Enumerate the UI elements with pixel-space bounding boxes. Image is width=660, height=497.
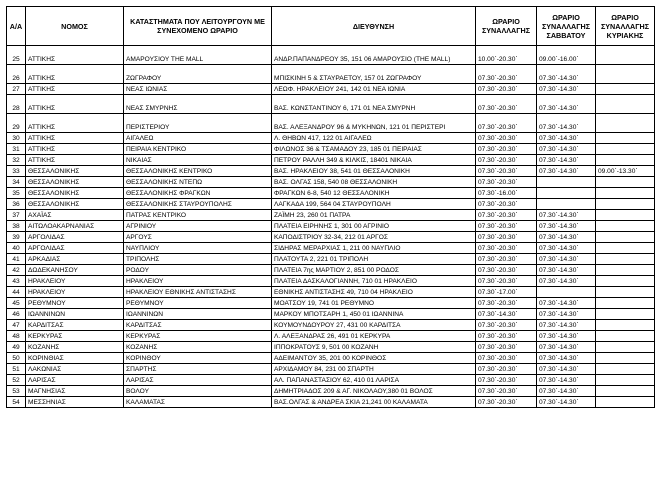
saturday-hours-cell: 07.30΄-14.30΄ — [537, 298, 596, 309]
row-number: 26 — [7, 65, 26, 84]
store-name-cell: ΠΕΙΡΑΙΑ ΚΕΝΤΡΙΚΟ — [124, 144, 272, 155]
table-row — [7, 199, 655, 210]
table-row — [7, 386, 655, 397]
weekday-hours-cell: 07.30΄-17.00΄ — [476, 287, 537, 298]
store-name-cell: ΠΕΡΙΣΤΕΡΙΟΥ — [124, 114, 272, 133]
store-name-cell: ΘΕΣΣΑΛΟΝΙΚΗΣ ΣΤΑΥΡΟΥΠΟΛΗΣ — [124, 199, 272, 210]
table-row — [7, 320, 655, 331]
saturday-hours-cell: 09.00΄-16.00΄ — [537, 46, 596, 65]
address-cell: ΦΡΑΓΚΩΝ 6-8, 540 12 ΘΕΣΣΑΛΟΝΙΚΗ — [272, 188, 476, 199]
saturday-hours-cell: 07.30΄-14.30΄ — [537, 320, 596, 331]
row-number: 35 — [7, 188, 26, 199]
store-name-cell: ΘΕΣΣΑΛΟΝΙΚΗΣ ΝΤΕΠΩ — [124, 177, 272, 188]
store-name-cell: ΚΑΛΑΜΑΤΑΣ — [124, 397, 272, 408]
saturday-hours-cell: 07.30΄-14.30΄ — [537, 254, 596, 265]
table-row — [7, 95, 655, 114]
address-cell: ΑΛ. ΠΑΠΑΝΑΣΤΑΣΙΟΥ 62, 410 01 ΛΑΡΙΣΑ — [272, 375, 476, 386]
table-body — [7, 46, 655, 408]
table-row — [7, 309, 655, 320]
address-cell: ΦΙΛΩΝΟΣ 36 & ΤΣΑΜΑΔΟΥ 23, 185 01 ΠΕΙΡΑΙΑΣ — [272, 144, 476, 155]
address-cell: ΕΘΝΙΚΗΣ ΑΝΤΙΣΤΑΣΗΣ 49, 710 04 ΗΡΑΚΛΕΙΟ — [272, 287, 476, 298]
row-number: 52 — [7, 375, 26, 386]
address-cell: ΜΑΡΚΟΥ ΜΠΟΤΣΑΡΗ 1, 450 01 ΙΩΑΝΝΙΝΑ — [272, 309, 476, 320]
prefecture-cell: ΑΡΓΟΛΙΔΑΣ — [26, 232, 124, 243]
header-address: ΔΙΕΥΘΥΝΣΗ — [272, 7, 476, 46]
sunday-hours-cell — [596, 276, 655, 287]
address-cell: ΛΑΓΚΑΔΑ 199, 564 04 ΣΤΑΥΡΟΥΠΟΛΗ — [272, 199, 476, 210]
saturday-hours-cell — [537, 177, 596, 188]
prefecture-cell: ΚΕΡΚΥΡΑΣ — [26, 331, 124, 342]
store-name-cell: ΘΕΣΣΑΛΟΝΙΚΗΣ ΦΡΑΓΚΩΝ — [124, 188, 272, 199]
row-number: 54 — [7, 397, 26, 408]
table-row — [7, 84, 655, 95]
store-name-cell: ΑΡΓΟΥΣ — [124, 232, 272, 243]
weekday-hours-cell: 07.30΄-20.30΄ — [476, 397, 537, 408]
weekday-hours-cell: 07.30΄-20.30΄ — [476, 199, 537, 210]
row-number: 30 — [7, 133, 26, 144]
table-row — [7, 166, 655, 177]
row-number: 48 — [7, 331, 26, 342]
store-name-cell: ΖΩΓΡΑΦΟΥ — [124, 65, 272, 84]
table-row — [7, 254, 655, 265]
saturday-hours-cell: 07.30΄-14.30΄ — [537, 144, 596, 155]
sunday-hours-cell — [596, 144, 655, 155]
address-cell: ΒΑΣ.ΟΛΓΑΣ & ΑΝΔΡΕΑ ΣΚΙΑ 21,241 00 ΚΑΛΑΜΑΤΑ — [272, 397, 476, 408]
store-name-cell: ΚΕΡΚΥΡΑΣ — [124, 331, 272, 342]
weekday-hours-cell: 07.30΄-20.30΄ — [476, 65, 537, 84]
prefecture-cell: ΑΡΓΟΛΙΔΑΣ — [26, 243, 124, 254]
prefecture-cell: ΑΤΤΙΚΗΣ — [26, 155, 124, 166]
sunday-hours-cell — [596, 210, 655, 221]
store-name-cell: ΚΑΡΔΙΤΣΑΣ — [124, 320, 272, 331]
table-row — [7, 287, 655, 298]
prefecture-cell: ΡΕΘΥΜΝΟΥ — [26, 298, 124, 309]
header-sunday-hours: ΩΡΑΡΙΟ ΣΥΝΑΛΛΑΓΗΣ ΚΥΡΙΑΚΗΣ — [596, 7, 655, 46]
row-number: 25 — [7, 46, 26, 65]
saturday-hours-cell: 07.30΄-14.30΄ — [537, 243, 596, 254]
row-number: 38 — [7, 221, 26, 232]
saturday-hours-cell — [537, 188, 596, 199]
table-header — [7, 7, 655, 46]
store-name-cell: ΝΑΥΠΛΙΟΥ — [124, 243, 272, 254]
saturday-hours-cell: 07.30΄-14.30΄ — [537, 276, 596, 287]
row-number: 51 — [7, 364, 26, 375]
row-number: 28 — [7, 95, 26, 114]
address-cell: ΠΛΑΤΕΙΑ 7ης ΜΑΡΤΙΟΥ 2, 851 00 ΡΟΔΟΣ — [272, 265, 476, 276]
weekday-hours-cell: 07.30΄-14.30΄ — [476, 309, 537, 320]
row-number: 47 — [7, 320, 26, 331]
store-name-cell: ΒΟΛΟΥ — [124, 386, 272, 397]
store-name-cell: ΗΡΑΚΛΕΙΟΥ — [124, 276, 272, 287]
weekday-hours-cell: 07.30΄-20.30΄ — [476, 276, 537, 287]
prefecture-cell: ΚΟΖΑΝΗΣ — [26, 342, 124, 353]
sunday-hours-cell — [596, 84, 655, 95]
header-nomos: ΝΟΜΟΣ — [26, 7, 124, 46]
row-number: 49 — [7, 342, 26, 353]
table-row — [7, 353, 655, 364]
weekday-hours-cell: 07.30΄-20.30΄ — [476, 386, 537, 397]
address-cell: ΒΑΣ. ΗΡΑΚΛΕΙΟΥ 38, 541 01 ΘΕΣΣΑΛΟΝΙΚΗ — [272, 166, 476, 177]
table-row — [7, 331, 655, 342]
address-cell: ΑΔΕΙΜΑΝΤΟΥ 35, 201 00 ΚΟΡΙΝΘΟΣ — [272, 353, 476, 364]
row-number: 27 — [7, 84, 26, 95]
store-name-cell: ΙΩΑΝΝΙΝΩΝ — [124, 309, 272, 320]
header-store: ΚΑΤΑΣΤΗΜΑΤΑ ΠΟΥ ΛΕΙΤΟΥΡΓΟΥΝ ΜΕ ΣΥΝΕΧΟΜΕΝΟ ΩΡΑΡΙΟ — [124, 7, 272, 46]
address-cell: ΙΠΠΟΚΡΑΤΟΥΣ 9, 501 00 ΚΟΖΑΝΗ — [272, 342, 476, 353]
saturday-hours-cell: 07.30΄-14.30΄ — [537, 210, 596, 221]
weekday-hours-cell: 10.00΄-20.30΄ — [476, 46, 537, 65]
store-name-cell: ΚΟΖΑΝΗΣ — [124, 342, 272, 353]
table-row — [7, 342, 655, 353]
table-row — [7, 188, 655, 199]
row-number: 36 — [7, 199, 26, 210]
prefecture-cell: ΜΑΓΝΗΣΙΑΣ — [26, 386, 124, 397]
sunday-hours-cell — [596, 375, 655, 386]
sunday-hours-cell — [596, 397, 655, 408]
header-saturday-hours: ΩΡΑΡΙΟ ΣΥΝΑΛΛΑΓΗΣ ΣΑΒΒΑΤΟΥ — [537, 7, 596, 46]
address-cell: ΚΟΥΜΟΥΝΔΟΥΡΟΥ 27, 431 00 ΚΑΡΔΙΤΣΑ — [272, 320, 476, 331]
table-row — [7, 364, 655, 375]
weekday-hours-cell: 07.30΄-20.30΄ — [476, 221, 537, 232]
header-aa: Α/Α — [7, 7, 26, 46]
store-name-cell: ΑΜΑΡΟΥΣΙΟΥ THE MALL — [124, 46, 272, 65]
saturday-hours-cell: 07.30΄-14.30΄ — [537, 331, 596, 342]
weekday-hours-cell: 07.30΄-20.30΄ — [476, 364, 537, 375]
address-cell: ΛΕΩΦ. ΗΡΑΚΛΕΙΟΥ 241, 142 01 ΝΕΑ ΙΩΝΙΑ — [272, 84, 476, 95]
table-row — [7, 46, 655, 65]
address-cell: ΠΕΤΡΟΥ ΡΑΛΛΗ 349 & ΚΙΛΚΙΣ, 18401 ΝΙΚΑΙΑ — [272, 155, 476, 166]
address-cell: ΒΑΣ. ΚΩΝΣΤΑΝΤΙΝΟΥ 6, 171 01 ΝΕΑ ΣΜΥΡΝΗ — [272, 95, 476, 114]
saturday-hours-cell: 07.30΄-14.30΄ — [537, 84, 596, 95]
saturday-hours-cell: 07.30΄-14.30΄ — [537, 95, 596, 114]
address-cell: Λ. ΑΛΕΞΑΝΔΡΑΣ 26, 491 01 ΚΕΡΚΥΡΑ — [272, 331, 476, 342]
prefecture-cell: ΗΡΑΚΛΕΙΟΥ — [26, 276, 124, 287]
row-number: 32 — [7, 155, 26, 166]
weekday-hours-cell: 07.30΄-20.30΄ — [476, 210, 537, 221]
store-name-cell: ΑΙΓΑΛΕΩ — [124, 133, 272, 144]
sunday-hours-cell — [596, 65, 655, 84]
prefecture-cell: ΙΩΑΝΝΙΝΩΝ — [26, 309, 124, 320]
sunday-hours-cell — [596, 199, 655, 210]
saturday-hours-cell: 07.30΄-14.30΄ — [537, 353, 596, 364]
saturday-hours-cell: 07.30΄-14.30΄ — [537, 364, 596, 375]
prefecture-cell: ΑΤΤΙΚΗΣ — [26, 46, 124, 65]
address-cell: ΑΝΔΡ.ΠΑΠΑΝΔΡΕΟΥ 35, 151 06 ΑΜΑΡΟΥΣΙΟ (THE MALL) — [272, 46, 476, 65]
prefecture-cell: ΑΧΑΪΑΣ — [26, 210, 124, 221]
weekday-hours-cell: 07.30΄-20.30΄ — [476, 375, 537, 386]
weekday-hours-cell: 07.30΄-20.30΄ — [476, 166, 537, 177]
store-name-cell: ΗΡΑΚΛΕΙΟΥ ΕΘΝΙΚΗΣ ΑΝΤΙΣΤΑΣΗΣ — [124, 287, 272, 298]
weekday-hours-cell: 07.30΄-20.30΄ — [476, 353, 537, 364]
row-number: 45 — [7, 298, 26, 309]
branch-hours-table-wrapper — [6, 6, 655, 408]
address-cell: ΠΛΑΤΟΥΤΑ 2, 221 01 ΤΡΙΠΟΛΗ — [272, 254, 476, 265]
saturday-hours-cell: 07.30΄-14.30΄ — [537, 397, 596, 408]
weekday-hours-cell: 07.30΄-20.30΄ — [476, 155, 537, 166]
table-row — [7, 397, 655, 408]
branch-hours-table — [6, 6, 655, 408]
saturday-hours-cell: 07.30΄-14.30΄ — [537, 342, 596, 353]
address-cell: ΚΑΠΟΔΙΣΤΡΙΟΥ 32-34, 212 01 ΑΡΓΟΣ — [272, 232, 476, 243]
weekday-hours-cell: 07.30΄-20.30΄ — [476, 331, 537, 342]
prefecture-cell: ΜΕΣΣΗΝΙΑΣ — [26, 397, 124, 408]
weekday-hours-cell: 07.30΄-20.30΄ — [476, 342, 537, 353]
header-weekday-hours: ΩΡΑΡΙΟ ΣΥΝΑΛΛΑΓΗΣ — [476, 7, 537, 46]
row-number: 29 — [7, 114, 26, 133]
weekday-hours-cell: 07.30΄-20.30΄ — [476, 243, 537, 254]
store-name-cell: ΠΑΤΡΑΣ ΚΕΝΤΡΙΚΟ — [124, 210, 272, 221]
store-name-cell: ΝΙΚΑΙΑΣ — [124, 155, 272, 166]
prefecture-cell: ΑΤΤΙΚΗΣ — [26, 114, 124, 133]
sunday-hours-cell — [596, 353, 655, 364]
table-row — [7, 276, 655, 287]
saturday-hours-cell — [537, 199, 596, 210]
table-row — [7, 114, 655, 133]
row-number: 43 — [7, 276, 26, 287]
sunday-hours-cell — [596, 155, 655, 166]
address-cell: ΠΛΑΤΕΙΑ ΔΑΣΚΑΛΟΓΙΑΝΝΗ, 710 01 ΗΡΑΚΛΕΙΟ — [272, 276, 476, 287]
sunday-hours-cell — [596, 243, 655, 254]
prefecture-cell: ΗΡΑΚΛΕΙΟΥ — [26, 287, 124, 298]
saturday-hours-cell: 07.30΄-14.30΄ — [537, 65, 596, 84]
row-number: 50 — [7, 353, 26, 364]
table-row — [7, 144, 655, 155]
address-cell: ΒΑΣ. ΑΛΕΞΑΝΔΡΟΥ 96 & ΜΥΚΗΝΩΝ, 121 01 ΠΕΡΙΣΤΕΡΙ — [272, 114, 476, 133]
row-number: 42 — [7, 265, 26, 276]
row-number: 46 — [7, 309, 26, 320]
prefecture-cell: ΘΕΣΣΑΛΟΝΙΚΗΣ — [26, 188, 124, 199]
weekday-hours-cell: 07.30΄-20.30΄ — [476, 114, 537, 133]
saturday-hours-cell: 07.30΄-14.30΄ — [537, 375, 596, 386]
address-cell: ΑΡΧΙΔΑΜΟΥ 84, 231 00 ΣΠΑΡΤΗ — [272, 364, 476, 375]
table-row — [7, 375, 655, 386]
prefecture-cell: ΑΤΤΙΚΗΣ — [26, 144, 124, 155]
saturday-hours-cell — [537, 287, 596, 298]
store-name-cell: ΤΡΙΠΟΛΗΣ — [124, 254, 272, 265]
prefecture-cell: ΑΤΤΙΚΗΣ — [26, 65, 124, 84]
sunday-hours-cell — [596, 95, 655, 114]
weekday-hours-cell: 07.30΄-20.30΄ — [476, 320, 537, 331]
sunday-hours-cell — [596, 114, 655, 133]
row-number: 44 — [7, 287, 26, 298]
sunday-hours-cell — [596, 309, 655, 320]
sunday-hours-cell — [596, 221, 655, 232]
store-name-cell: ΣΠΑΡΤΗΣ — [124, 364, 272, 375]
row-number: 40 — [7, 243, 26, 254]
saturday-hours-cell: 07.30΄-14.30΄ — [537, 309, 596, 320]
sunday-hours-cell: 09.00΄-13.30΄ — [596, 166, 655, 177]
address-cell: ΜΟΑΤΣΟΥ 19, 741 01 ΡΕΘΥΜΝΟ — [272, 298, 476, 309]
row-number: 53 — [7, 386, 26, 397]
sunday-hours-cell — [596, 386, 655, 397]
table-row — [7, 298, 655, 309]
store-name-cell: ΝΕΑΣ ΙΩΝΙΑΣ — [124, 84, 272, 95]
address-cell: ΖΑΪΜΗ 23, 260 01 ΠΑΤΡΑ — [272, 210, 476, 221]
sunday-hours-cell — [596, 298, 655, 309]
row-number: 37 — [7, 210, 26, 221]
prefecture-cell: ΑΤΤΙΚΗΣ — [26, 84, 124, 95]
weekday-hours-cell: 07.30΄-20.30΄ — [476, 133, 537, 144]
address-cell: ΔΗΜΗΤΡΙΑΔΟΣ 209 & ΑΓ. ΝΙΚΟΛΑΟΥ,380 01 ΒΟΛΟΣ — [272, 386, 476, 397]
sunday-hours-cell — [596, 188, 655, 199]
row-number: 39 — [7, 232, 26, 243]
sunday-hours-cell — [596, 364, 655, 375]
sunday-hours-cell — [596, 133, 655, 144]
sunday-hours-cell — [596, 177, 655, 188]
weekday-hours-cell: 07.30΄-20.30΄ — [476, 265, 537, 276]
prefecture-cell: ΑΡΚΑΔΙΑΣ — [26, 254, 124, 265]
store-name-cell: ΑΓΡΙΝΙΟΥ — [124, 221, 272, 232]
row-number: 34 — [7, 177, 26, 188]
prefecture-cell: ΑΤΤΙΚΗΣ — [26, 95, 124, 114]
table-row — [7, 155, 655, 166]
table-row — [7, 210, 655, 221]
sunday-hours-cell — [596, 320, 655, 331]
prefecture-cell: ΘΕΣΣΑΛΟΝΙΚΗΣ — [26, 177, 124, 188]
sunday-hours-cell — [596, 46, 655, 65]
sunday-hours-cell — [596, 265, 655, 276]
prefecture-cell: ΑΙΤΩΛΟΑΚΑΡΝΑΝΙΑΣ — [26, 221, 124, 232]
weekday-hours-cell: 07.30΄-20.30΄ — [476, 254, 537, 265]
row-number: 31 — [7, 144, 26, 155]
sunday-hours-cell — [596, 331, 655, 342]
store-name-cell: ΝΕΑΣ ΣΜΥΡΝΗΣ — [124, 95, 272, 114]
saturday-hours-cell: 07.30΄-14.30΄ — [537, 265, 596, 276]
weekday-hours-cell: 07.30΄-20.30΄ — [476, 232, 537, 243]
prefecture-cell: ΔΩΔΕΚΑΝΗΣΟΥ — [26, 265, 124, 276]
prefecture-cell: ΚΟΡΙΝΘΙΑΣ — [26, 353, 124, 364]
weekday-hours-cell: 07.30΄-20.30΄ — [476, 95, 537, 114]
weekday-hours-cell: 07.30΄-20.30΄ — [476, 84, 537, 95]
store-name-cell: ΚΟΡΙΝΘΟΥ — [124, 353, 272, 364]
saturday-hours-cell: 07.30΄-14.30΄ — [537, 155, 596, 166]
store-name-cell: ΡΕΘΥΜΝΟΥ — [124, 298, 272, 309]
store-name-cell: ΘΕΣΣΑΛΟΝΙΚΗΣ ΚΕΝΤΡΙΚΟ — [124, 166, 272, 177]
saturday-hours-cell: 07.30΄-14.30΄ — [537, 386, 596, 397]
weekday-hours-cell: 07.30΄-20.30΄ — [476, 177, 537, 188]
table-row — [7, 133, 655, 144]
sunday-hours-cell — [596, 342, 655, 353]
row-number: 41 — [7, 254, 26, 265]
sunday-hours-cell — [596, 287, 655, 298]
sunday-hours-cell — [596, 232, 655, 243]
table-row — [7, 177, 655, 188]
address-cell: Λ. ΘΗΒΩΝ 417, 122 01 ΑΙΓΑΛΕΩ — [272, 133, 476, 144]
table-row — [7, 243, 655, 254]
address-cell: ΣΙΔΗΡΑΣ ΜΕΡΑΡΧΙΑΣ 1, 211 00 ΝΑΥΠΛΙΟ — [272, 243, 476, 254]
address-cell: ΜΠΙΣΚΙΝΗ 5 & ΣΤΑΥΡΑΕΤΟΥ, 157 01 ΖΩΓΡΑΦΟΥ — [272, 65, 476, 84]
table-row — [7, 221, 655, 232]
weekday-hours-cell: 07.30΄-16.00΄ — [476, 188, 537, 199]
store-name-cell: ΡΟΔΟΥ — [124, 265, 272, 276]
prefecture-cell: ΛΑΚΩΝΙΑΣ — [26, 364, 124, 375]
saturday-hours-cell: 07.30΄-14.30΄ — [537, 133, 596, 144]
prefecture-cell: ΑΤΤΙΚΗΣ — [26, 133, 124, 144]
weekday-hours-cell: 07.30΄-20.30΄ — [476, 144, 537, 155]
table-row — [7, 232, 655, 243]
address-cell: ΠΛΑΤΕΙΑ ΕΙΡΗΝΗΣ 1, 301 00 ΑΓΡΙΝΙΟ — [272, 221, 476, 232]
saturday-hours-cell: 07.30΄-14.30΄ — [537, 166, 596, 177]
saturday-hours-cell: 07.30΄-14.30΄ — [537, 221, 596, 232]
row-number: 33 — [7, 166, 26, 177]
table-row — [7, 65, 655, 84]
prefecture-cell: ΛΑΡΙΣΑΣ — [26, 375, 124, 386]
address-cell: ΒΑΣ. ΟΛΓΑΣ 158, 540 08 ΘΕΣΣΑΛΟΝΙΚΗ — [272, 177, 476, 188]
prefecture-cell: ΘΕΣΣΑΛΟΝΙΚΗΣ — [26, 166, 124, 177]
weekday-hours-cell: 07.30΄-20.30΄ — [476, 298, 537, 309]
saturday-hours-cell: 07.30΄-14.30΄ — [537, 114, 596, 133]
prefecture-cell: ΘΕΣΣΑΛΟΝΙΚΗΣ — [26, 199, 124, 210]
store-name-cell: ΛΑΡΙΣΑΣ — [124, 375, 272, 386]
prefecture-cell: ΚΑΡΔΙΤΣΑΣ — [26, 320, 124, 331]
table-row — [7, 265, 655, 276]
saturday-hours-cell: 07.30΄-14.30΄ — [537, 232, 596, 243]
sunday-hours-cell — [596, 254, 655, 265]
